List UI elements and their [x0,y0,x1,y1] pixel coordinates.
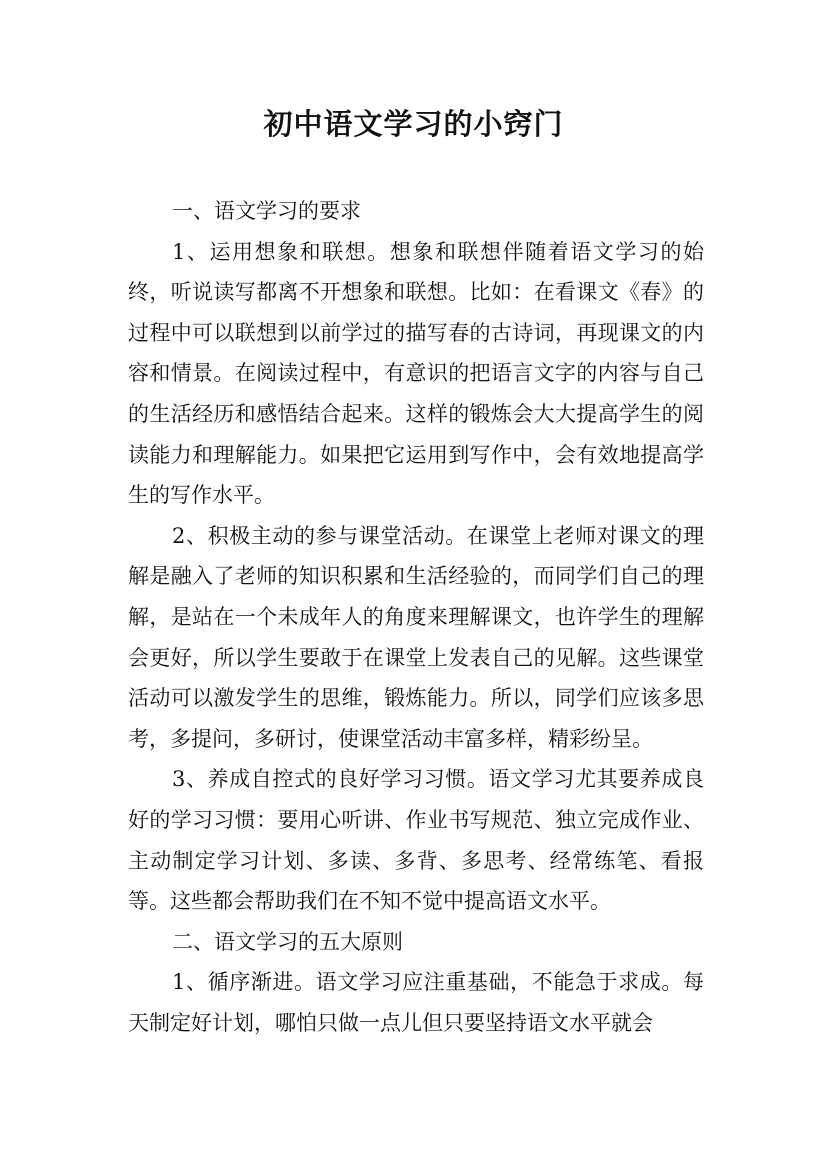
section-heading-requirements: 一、语文学习的要求 [172,199,361,223]
document-body [128,191,704,1043]
document-title: 初中语文学习的小窍门 [263,107,564,141]
paragraph-study-habits: 3、养成自控式的良好学习习惯。语文学习尤其要养成良好的学习习惯：要用心听讲、作业书写规范、独立完成作业、主动制定学习计划、多读、多背、多思考、经常练笔、看报等。这些都会帮助我们在不知不觉中提高语文水平。 [128,767,704,914]
section-heading-principles: 二、语文学习的五大原则 [172,929,403,954]
paragraph-step-by-step: 1、循序渐进。语文学习应注重基础，不能急于求成。每天制定好计划，哪怕只做一点儿但只要坚持语文水平就会 [128,970,704,1035]
paragraph-class-participation: 2、积极主动的参与课堂活动。在课堂上老师对课文的理解是融入了老师的知识积累和生活经验的，而同学们自己的理解，是站在一个未成年人的角度来理解课文，也许学生的理解会更好，所以学生要敢于在课堂上发表自己的见解。这些课堂活动可以激发学生的思维，锻炼能力。所以，同学们应该多思考，多提问，多研讨，使课堂活动丰富多样，精彩纷呈。 [128,523,704,751]
paragraph-imagination: 1、运用想象和联想。想象和联想伴随着语文学习的始终，听说读写都离不开想象和联想。比如：在看课文《春》的过程中可以联想到以前学过的描写春的古诗词，再现课文的内容和情景。在阅读过程中，有意识的把语言文字的内容与自己的生活经历和感悟结合起来。这样的锻炼会大大提高学生的阅读能力和理解能力。如果把它运用到写作中，会有效地提高学生的写作水平。 [128,239,704,508]
